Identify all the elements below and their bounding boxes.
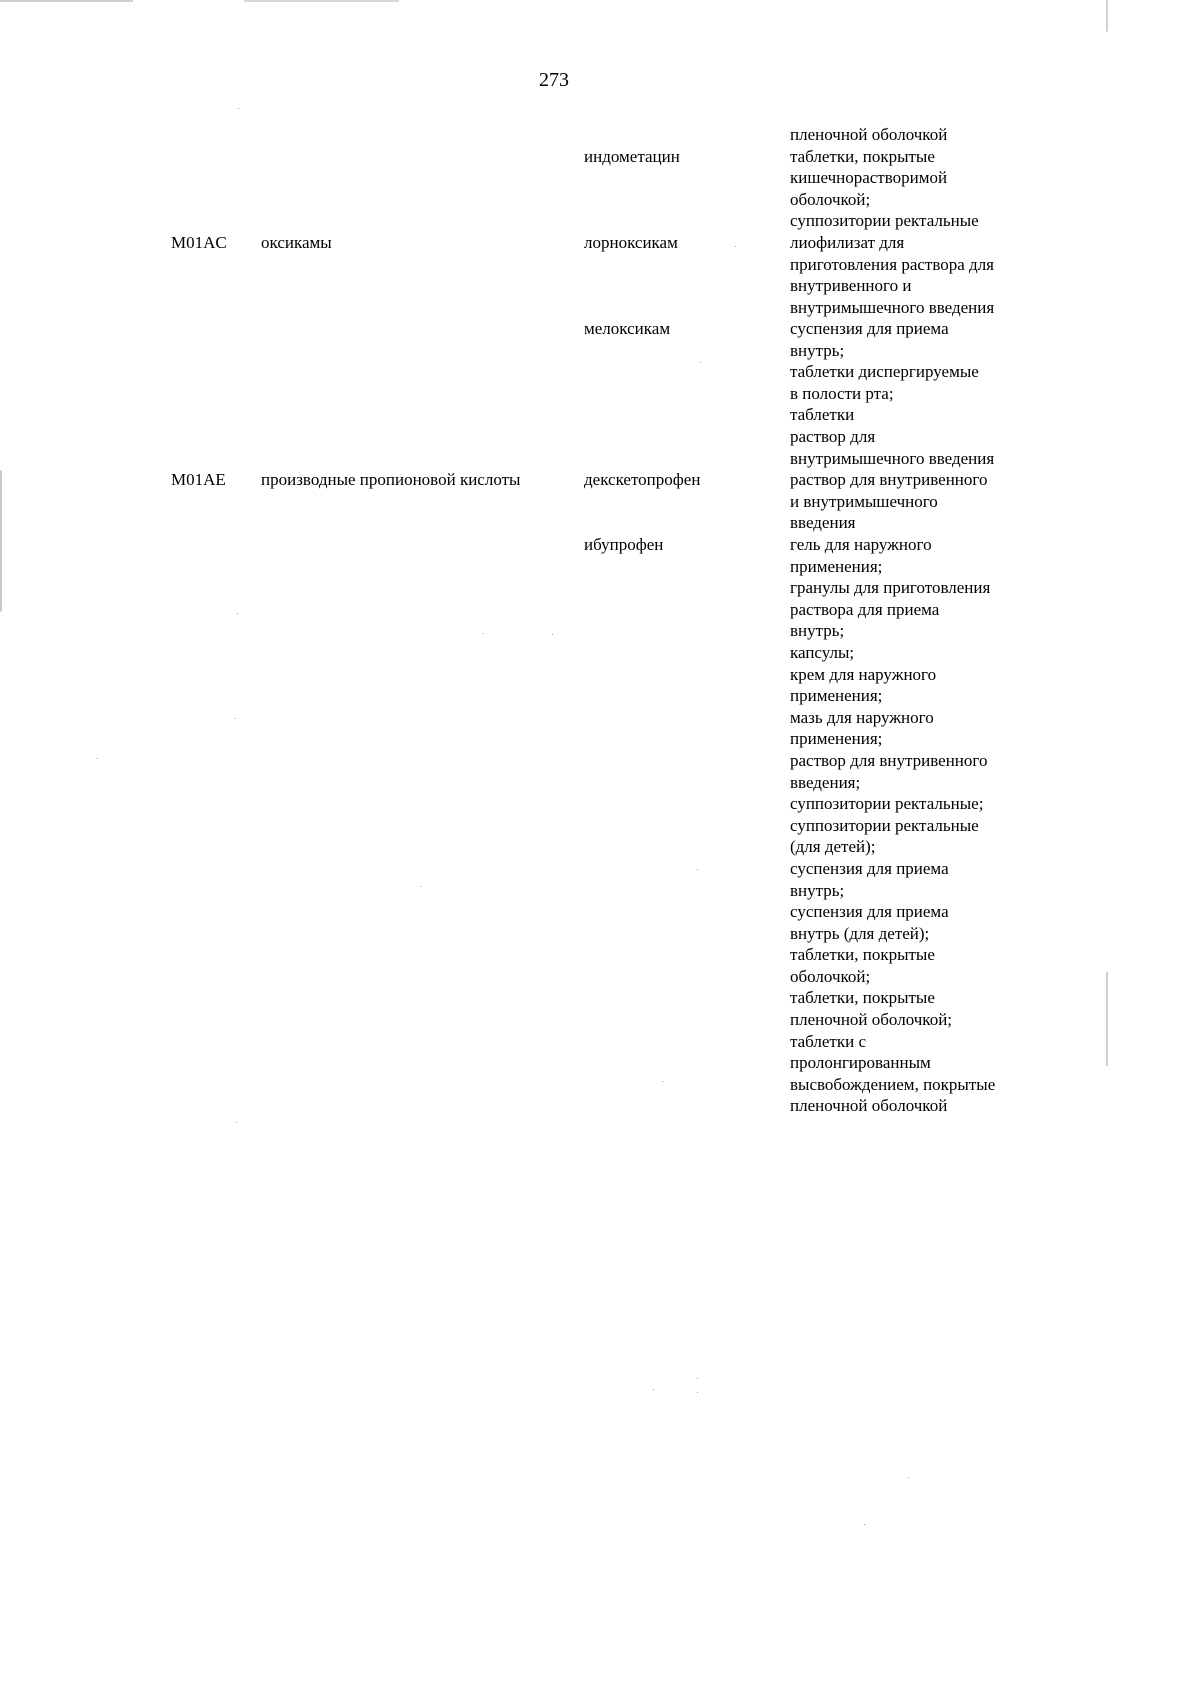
dosage-form-line: таблетки, покрытые <box>790 146 935 166</box>
dosage-form-line: суспензия для приема <box>790 319 949 338</box>
dosage-form-line: введения; <box>790 772 861 792</box>
scan-speck <box>697 1378 698 1379</box>
scan-speck <box>908 1477 909 1478</box>
scan-speck <box>238 108 239 109</box>
scan-speck <box>235 718 236 719</box>
atc-group-name: оксикамы <box>261 233 332 252</box>
dosage-form-line: таблетки диспергируемые <box>790 362 979 382</box>
scan-speck <box>662 1081 663 1082</box>
dosage-form-line: раствор для внутривенного <box>790 750 988 770</box>
atc-code: M01AE <box>171 470 226 489</box>
dosage-form-line: суппозитории ректальные; <box>790 794 984 814</box>
dosage-form-line: пролонгированным <box>790 1053 931 1073</box>
drug-name: мелоксикам <box>584 319 671 338</box>
dosage-form-line: применения; <box>790 556 883 576</box>
dosage-form-line: внутрь; <box>790 880 845 900</box>
dosage-form-line: раствор для <box>790 426 876 446</box>
dosage-form-line: пленочной оболочкой <box>790 1096 948 1116</box>
dosage-form-line: внутримышечного введения <box>790 297 995 317</box>
dosage-form-line: гранулы для приготовления <box>790 578 991 598</box>
dosage-form-line: пленочной оболочкой <box>790 125 948 144</box>
scan-speck <box>700 362 701 363</box>
dosage-form-line: внутрь; <box>790 621 845 641</box>
dosage-form-line: капсулы; <box>790 642 855 662</box>
dosage-form-line: таблетки, покрытые <box>790 945 935 965</box>
scan-edge-left <box>0 0 2 1568</box>
dosage-form-line: внутрь (для детей); <box>790 923 930 943</box>
scan-speck <box>697 1392 698 1393</box>
dosage-form-line: применения; <box>790 686 883 706</box>
scan-speck <box>653 1389 654 1390</box>
dosage-form-line: кишечнорастворимой <box>790 168 948 188</box>
dosage-form-line: введения <box>790 513 856 533</box>
scan-speck <box>483 633 484 634</box>
drug-name: декскетопрофен <box>584 470 701 489</box>
scan-speck <box>735 246 736 247</box>
dosage-form-line: лиофилизат для <box>790 233 905 252</box>
dosage-form-line: внутрь; <box>790 340 845 360</box>
scan-speck <box>97 758 98 759</box>
scan-speck <box>552 634 553 635</box>
dosage-form-line: внутривенного и <box>790 276 912 296</box>
dosage-form-line: высвобождением, покрытые <box>790 1074 996 1094</box>
dosage-form-line: оболочкой; <box>790 966 871 986</box>
dosage-forms <box>790 124 979 232</box>
dosage-form-line: таблетки <box>790 405 855 425</box>
dosage-form-line: и внутримышечного <box>790 491 938 511</box>
dosage-form-line: (для детей); <box>790 837 876 857</box>
dosage-forms <box>790 469 987 534</box>
dosage-form-line: оболочкой; <box>790 189 871 209</box>
dosage-form-line: суспензия для приема <box>790 858 949 878</box>
dosage-forms <box>790 232 994 318</box>
scan-speck <box>697 869 698 870</box>
atc-group-name: производные пропионовой кислоты <box>261 470 521 489</box>
dosage-form-line: раствор для внутривенного <box>790 470 988 489</box>
drug-name: лорноксикам <box>584 233 678 252</box>
dosage-form-line: суппозитории ректальные <box>790 815 979 835</box>
dosage-form-line: мазь для наружного <box>790 707 934 727</box>
scan-edge-top <box>0 0 1108 2</box>
scan-speck <box>864 1524 865 1525</box>
dosage-form-line: суппозитории ректальные <box>790 211 979 231</box>
dosage-form-line: крем для наружного <box>790 664 937 684</box>
dosage-form-line: в полости рта; <box>790 383 894 403</box>
dosage-form-line: пленочной оболочкой; <box>790 1010 953 1030</box>
dosage-forms <box>790 318 994 469</box>
dosage-form-line: внутримышечного введения <box>790 448 995 468</box>
scan-speck <box>420 886 421 887</box>
drug-name: ибупрофен <box>584 535 664 554</box>
dosage-form-line: гель для наружного <box>790 535 932 554</box>
dosage-form-line: суспензия для приема <box>790 902 949 922</box>
scan-edge-right <box>1106 0 1108 1568</box>
drug-name: индометацин <box>584 147 680 166</box>
dosage-form-line: таблетки с <box>790 1031 867 1051</box>
atc-code: M01AC <box>171 233 227 252</box>
page-number: 273 <box>539 69 569 91</box>
dosage-forms <box>790 534 995 1117</box>
dosage-form-line: приготовления раствора для <box>790 254 994 274</box>
dosage-form-line: раствора для приема <box>790 599 940 619</box>
dosage-form-line: таблетки, покрытые <box>790 988 935 1008</box>
dosage-form-line: применения; <box>790 729 883 749</box>
scan-speck <box>237 613 238 614</box>
scan-speck <box>236 1122 237 1123</box>
